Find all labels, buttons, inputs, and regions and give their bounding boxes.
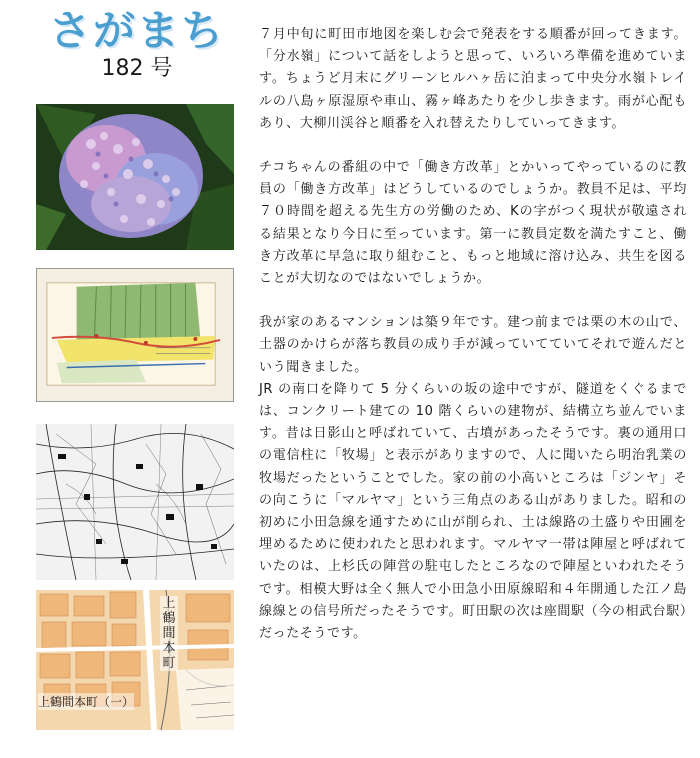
trail-map-photo xyxy=(36,268,234,402)
article-paragraph-4: JR の南口を降りて 5 分くらいの坂の途中ですが、隧道をくぐるまでは、コンクリート建ての 10 階くらいの建物が、結構立ち並んでいます。昔は日影山と呼ばれていて、古墳があったそうです。裏の通用口の電信柱に「牧場」と表示がありますので、人に聞いたら明治乳業の牧場だったということでした。家の前の小高いところは「ジンヤ」その向こうに「マルヤマ」という三角点のある山がありました。昭和の初めに小田急線を通すために山が削られ、土は線路の土盛りや田圃を埋めるために使われたと思われます。マルヤマ一帯は陣屋と呼ばれていたのは、上杉氏の陣営の駐屯したところなので陣屋といわれたそうです。相模大野は全く無人で小田急小田原線昭和４年開通した江ノ島線線との信号所だったそうです。町田駅の次は座間駅（今の相武台駅）だったそうです。 xyxy=(259,381,687,642)
newsletter-header xyxy=(32,6,242,82)
article-paragraph-1: ７月中旬に町田市地図を楽しむ会で発表をする順番が回ってきます。「分水嶺」について話をしようと思って、いろいろ準備を進めています。ちょうど月末にグリーンヒルハヶ岳に泊まって中央分水嶺トレイルの八島ヶ原湿原や車山、霧ヶ峰あたりを少し歩きます。雨が心配もあり、大柳川渓谷と順番を入れ替えたりしていってきます。 xyxy=(259,27,687,131)
street-map-vertical-label: 上鶴間本町 xyxy=(160,596,178,671)
historical-map-photo xyxy=(36,424,234,580)
street-map-photo xyxy=(36,590,234,730)
paragraph-gap xyxy=(259,290,687,312)
hydrangea-photo xyxy=(36,104,234,250)
street-map-bottom-label: 上鶴間本町（一） xyxy=(38,695,135,709)
article-body xyxy=(259,24,687,645)
newsletter-title: さがまち xyxy=(48,6,225,55)
paragraph-gap xyxy=(259,135,687,157)
issue-number: 182 号 xyxy=(101,56,173,81)
article-paragraph-3: 我が家のあるマンションは築９年です。建つ前までは栗の木の山で、土器のかけらが落ち教員の成り手が減っていてていてそれで遊んだという聞きました。 xyxy=(259,315,687,375)
article-paragraph-2: チコちゃんの番組の中で「働き方改革」とかいってやっているのに教員の「働き方改革」はどうしているのでしょうか。教員不足は、平均７０時間を超える先生方の労働のため、Kの字がつく現状が敬遠される結果となり今日に至っています。第一に教員定数を満たすこと、働き方改革に早急に取り組むこと、もっと地域に溶け込み、共生を図ることが大切なのではないでしょうか。 xyxy=(259,160,687,287)
